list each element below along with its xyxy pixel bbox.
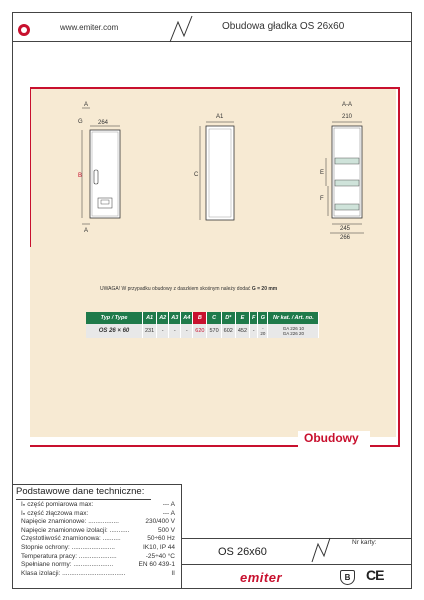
col-header: G	[258, 312, 268, 324]
tech-row: Iₙ część złączowa max: --- A	[21, 509, 175, 517]
certification-mark-icon: B	[340, 570, 355, 585]
technical-drawing	[70, 100, 380, 240]
col-header: F	[250, 312, 258, 324]
header-zigzag-icon	[168, 14, 198, 44]
table-cell: -	[157, 324, 169, 338]
catalog-number-label: Nr karty:	[352, 539, 377, 546]
front-label-a-top: A	[84, 102, 89, 108]
tech-row: Temperatura pracy: ..................... -25÷40 °C	[21, 552, 175, 560]
footer-divider	[182, 564, 412, 565]
red-border-left	[30, 87, 31, 247]
brand-logo: emiter	[240, 570, 283, 585]
tech-row: Napięcie znamionowe izolacji: ........... 500 V	[21, 526, 175, 534]
tech-list	[21, 501, 175, 578]
table-cell: -	[181, 324, 193, 338]
table-cell: 620	[193, 324, 207, 338]
note-text: UWAGA! W przypadku obudowy z daszkiem skośnym należy dodać G = 20 mm	[100, 286, 278, 292]
table-cell: 452	[235, 324, 249, 338]
tech-row: Częstotliwość znamionowa: .......... 50÷60 Hz	[21, 535, 175, 543]
tech-row: Napięcie znamionowe: ................. 230/400 V	[21, 518, 175, 526]
product-name-box	[182, 538, 412, 565]
col-header: A2	[157, 312, 169, 324]
tech-row: Spełniane normy: ...................... EN 60 439-1	[21, 561, 175, 569]
table-header-row	[86, 312, 319, 324]
website-url[interactable]: www.emiter.com	[60, 23, 119, 32]
side-width-label: A1	[216, 114, 224, 120]
col-header: A4	[181, 312, 193, 324]
product-name: OS 26x60	[218, 546, 267, 558]
section-width-2: 266	[340, 235, 351, 240]
table-cell: -	[169, 324, 181, 338]
front-view	[78, 102, 120, 234]
section-title: A-A	[342, 102, 353, 108]
col-header: Typ / Type	[86, 312, 143, 324]
section-width-1: 245	[340, 226, 351, 232]
col-header: E	[235, 312, 249, 324]
section-e-label: E	[320, 170, 325, 176]
col-header: B	[193, 312, 207, 324]
tech-row: Iₙ część pomiarowa max: --- A	[21, 501, 175, 508]
ce-mark-icon: CE	[366, 567, 384, 583]
table-cell: 231	[143, 324, 157, 338]
table-cell: 602	[221, 324, 235, 338]
front-label-a-bottom: A	[84, 228, 89, 234]
table-cell-g: - 20	[258, 324, 268, 338]
table-cell-type: OS 26 × 60	[86, 324, 143, 338]
section-top-label: 210	[342, 114, 353, 120]
table-cell: 570	[207, 324, 221, 338]
tech-title-underline	[16, 499, 151, 500]
col-header: C	[207, 312, 221, 324]
document-title: Obudowa gładka OS 26x60	[222, 21, 345, 32]
red-border-top	[30, 87, 400, 89]
red-border-right	[398, 87, 400, 447]
section-tab-label: Obudowy	[304, 431, 359, 445]
front-label-g: G	[78, 119, 83, 125]
table-row	[86, 324, 319, 338]
footer-zigzag-icon	[310, 536, 334, 564]
section-f-label: F	[320, 196, 324, 202]
note-bold: G = 20 mm	[251, 286, 278, 292]
tech-title: Podstawowe dane techniczne:	[16, 486, 145, 497]
col-header: D*	[221, 312, 235, 324]
tech-row: Stopnie ochrony: ........................ IK10, IP 44	[21, 543, 175, 551]
col-header: A3	[169, 312, 181, 324]
front-width-label: 264	[98, 120, 109, 126]
side-view	[194, 114, 234, 220]
table-cell: -	[250, 324, 258, 338]
col-header: Nr kat. / Art. no.	[268, 312, 319, 324]
tech-row: Klasa izolacji: ................................... II	[21, 569, 175, 577]
emiter-logo-icon	[18, 24, 30, 36]
side-height-label: C	[194, 172, 199, 178]
table-cell-art: GA 226 10 GA 226 20	[268, 324, 319, 338]
spec-table	[86, 312, 319, 338]
col-header: A1	[143, 312, 157, 324]
section-view	[320, 102, 364, 240]
front-height-label: B	[78, 173, 83, 179]
